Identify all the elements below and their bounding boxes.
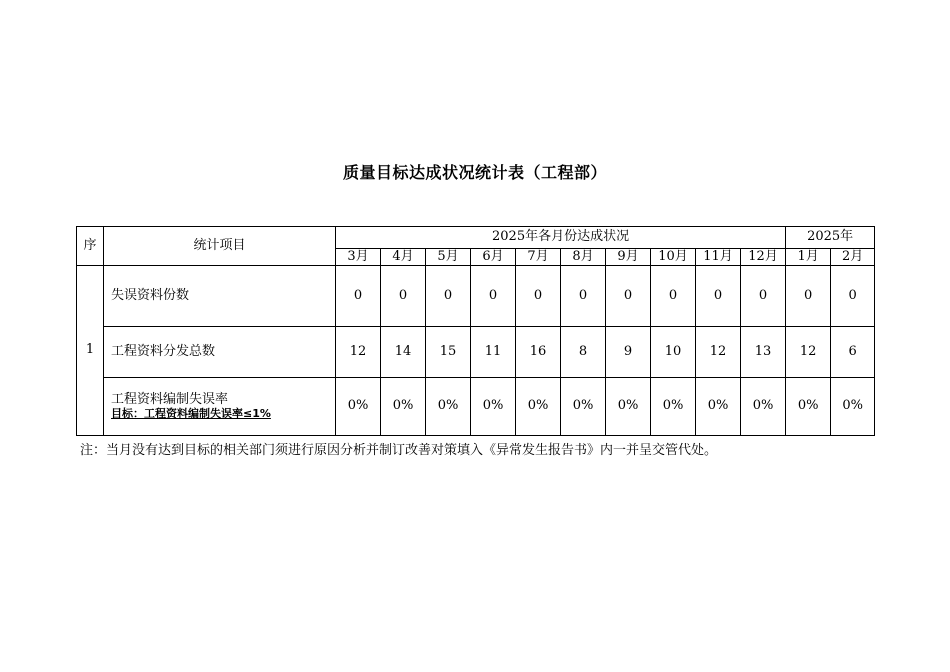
year-group-header: 2025年 — [786, 227, 875, 249]
value-cell: 12 — [786, 327, 831, 378]
value-cell: 0% — [831, 378, 875, 436]
value-cell: 0% — [336, 378, 381, 436]
monthly-group-header: 2025年各月份达成状况 — [336, 227, 786, 249]
value-cell: 13 — [741, 327, 786, 378]
item-header: 统计项目 — [104, 227, 336, 266]
value-cell: 0 — [561, 266, 606, 327]
footnote: 注：当月没有达到目标的相关部门须进行原因分析并制订改善对策填入《异常发生报告书》内一并呈交管代处。 — [80, 443, 718, 458]
month-header: 2月 — [831, 249, 875, 266]
item-label: 失误资料份数 — [104, 266, 336, 327]
seq-cell: 1 — [77, 266, 104, 436]
value-cell: 0 — [381, 266, 426, 327]
value-cell: 10 — [651, 327, 696, 378]
value-cell: 0 — [606, 266, 651, 327]
value-cell: 0% — [471, 378, 516, 436]
month-header: 7月 — [516, 249, 561, 266]
value-cell: 0 — [426, 266, 471, 327]
value-cell: 12 — [696, 327, 741, 378]
item-label: 工程资料分发总数 — [104, 327, 336, 378]
month-header: 12月 — [741, 249, 786, 266]
value-cell: 0 — [516, 266, 561, 327]
value-cell: 11 — [471, 327, 516, 378]
month-header: 3月 — [336, 249, 381, 266]
month-header: 4月 — [381, 249, 426, 266]
page-title: 质量目标达成状况统计表（工程部） — [342, 163, 607, 182]
month-header: 11月 — [696, 249, 741, 266]
value-cell: 0 — [696, 266, 741, 327]
value-cell: 9 — [606, 327, 651, 378]
month-header: 9月 — [606, 249, 651, 266]
value-cell: 0% — [606, 378, 651, 436]
value-cell: 0% — [741, 378, 786, 436]
header-row-1 — [77, 227, 875, 249]
value-cell: 14 — [381, 327, 426, 378]
value-cell: 6 — [831, 327, 875, 378]
value-cell: 0% — [426, 378, 471, 436]
value-cell: 0 — [786, 266, 831, 327]
month-header: 10月 — [651, 249, 696, 266]
item-label — [104, 378, 336, 436]
value-cell: 0% — [696, 378, 741, 436]
month-header: 5月 — [426, 249, 471, 266]
month-header: 6月 — [471, 249, 516, 266]
table-row — [77, 378, 875, 436]
value-cell: 0 — [336, 266, 381, 327]
value-cell: 0% — [561, 378, 606, 436]
value-cell: 15 — [426, 327, 471, 378]
value-cell: 0% — [381, 378, 426, 436]
value-cell: 0 — [471, 266, 516, 327]
item-label-text: 工程资料编制失误率 — [111, 391, 229, 407]
value-cell: 0% — [786, 378, 831, 436]
table-row — [77, 327, 875, 378]
value-cell: 0 — [831, 266, 875, 327]
value-cell: 16 — [516, 327, 561, 378]
seq-header: 序 — [77, 227, 104, 266]
table-row — [77, 266, 875, 327]
value-cell: 0 — [651, 266, 696, 327]
month-header: 1月 — [786, 249, 831, 266]
value-cell: 12 — [336, 327, 381, 378]
value-cell: 0% — [516, 378, 561, 436]
target-label: 目标：工程资料编制失误率≤1% — [111, 407, 271, 421]
value-cell: 0 — [741, 266, 786, 327]
value-cell: 8 — [561, 327, 606, 378]
value-cell: 0% — [651, 378, 696, 436]
quality-stats-table — [76, 226, 875, 436]
month-header: 8月 — [561, 249, 606, 266]
